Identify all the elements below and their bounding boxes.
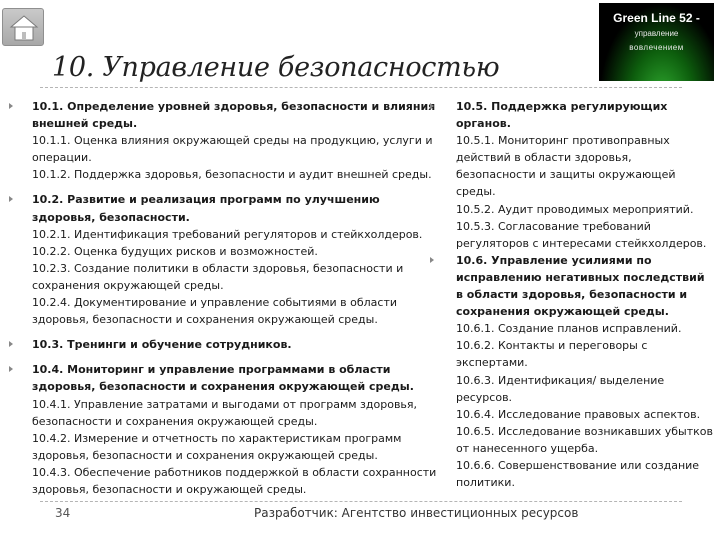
- bullet-arrow-icon: [430, 103, 434, 109]
- list-item: [456, 252, 714, 491]
- item-heading: 10.1. Определение уровней здоровья, безопасности и влияния внешней среды.: [32, 100, 436, 131]
- slide-title: 10. Управление безопасностью: [52, 52, 500, 83]
- bullet-arrow-icon: [430, 257, 434, 263]
- logo-title: Green Line 52 -: [613, 11, 700, 25]
- logo-subtitle-2: вовлечением: [629, 43, 684, 52]
- item-subpoints: 10.6.1. Создание планов исправлений. 10.6.2. Контакты и переговоры с экспертами. 10.6.3. Идентификация/ выделение ресурсов. 10.6.4. Исследование правовых аспектов. 10.6.5. Исследование возникавших убытков от нанесенного ущерба. 10.6.6. Совершенствование или создание политики.: [456, 322, 714, 490]
- list-item: [32, 361, 444, 498]
- item-heading: 10.6. Управление усилиями по исправлению негативных последствий в области здоровья, безопасности и сохранения окружающей среды.: [456, 253, 705, 319]
- list-item: [32, 98, 444, 183]
- title-divider: [40, 87, 682, 88]
- list-item: [32, 191, 444, 328]
- item-heading: 10.2. Развитие и реализация программ по улучшению здоровья, безопасности.: [32, 193, 380, 224]
- item-subpoints: 10.4.1. Управление затратами и выгодами от программ здоровья, безопасности и сохранения окружающей среды. 10.4.2. Измерение и отчетность по характеристикам программ здоровья, безопасности и сохранения окружающей среды. 10.4.3. Обеспечение работников поддержкой в области сохранности здоровья, безопасности и окружающей среды.: [32, 397, 437, 496]
- item-subpoints: 10.1.1. Оценка влияния окружающей среды на продукцию, услуги и операции. 10.1.2. Поддержка здоровья, безопасности и аудит внешней среды.: [32, 134, 433, 182]
- item-subpoints: 10.2.1. Идентификация требований регуляторов и стейкхолдеров. 10.2.2. Оценка будущих рисков и возможностей. 10.2.3. Создание политики в области здоровья, безопасности и сохранения окружающей среды. 10.2.4. Документирование и управление событиями в области здоровья, безопасности и сохранения окружающей среды.: [32, 227, 423, 327]
- bullet-arrow-icon: [9, 366, 13, 372]
- bullet-arrow-icon: [9, 196, 13, 202]
- right-column: [456, 98, 714, 491]
- list-item: [456, 98, 714, 252]
- home-button[interactable]: [2, 8, 44, 46]
- footer-divider: [40, 501, 682, 502]
- bullet-arrow-icon: [9, 103, 13, 109]
- item-subpoints: 10.5.1. Мониторинг противоправных действий в области здоровья, безопасности и защиты окружающей среды. 10.5.2. Аудит проводимых мероприятий. 10.5.3. Согласование требований регуляторов с интересами стейкхолдеров.: [456, 134, 707, 250]
- home-icon: [9, 13, 39, 43]
- footer-developer: Разработчик: Агентство инвестиционных ресурсов: [254, 506, 579, 520]
- left-column: [32, 98, 444, 498]
- bullet-arrow-icon: [9, 341, 13, 347]
- item-heading: 10.3. Тренинги и обучение сотрудников.: [32, 338, 292, 352]
- item-heading: 10.4. Мониторинг и управление программами в области здоровья, безопасности и сохранения окружающей среды.: [32, 363, 414, 394]
- green-line-logo: [599, 3, 714, 81]
- item-heading: 10.5. Поддержка регулирующих органов.: [456, 100, 668, 131]
- list-item: [32, 336, 444, 353]
- page-number: 34: [55, 506, 71, 520]
- logo-subtitle-1: управление: [634, 29, 679, 38]
